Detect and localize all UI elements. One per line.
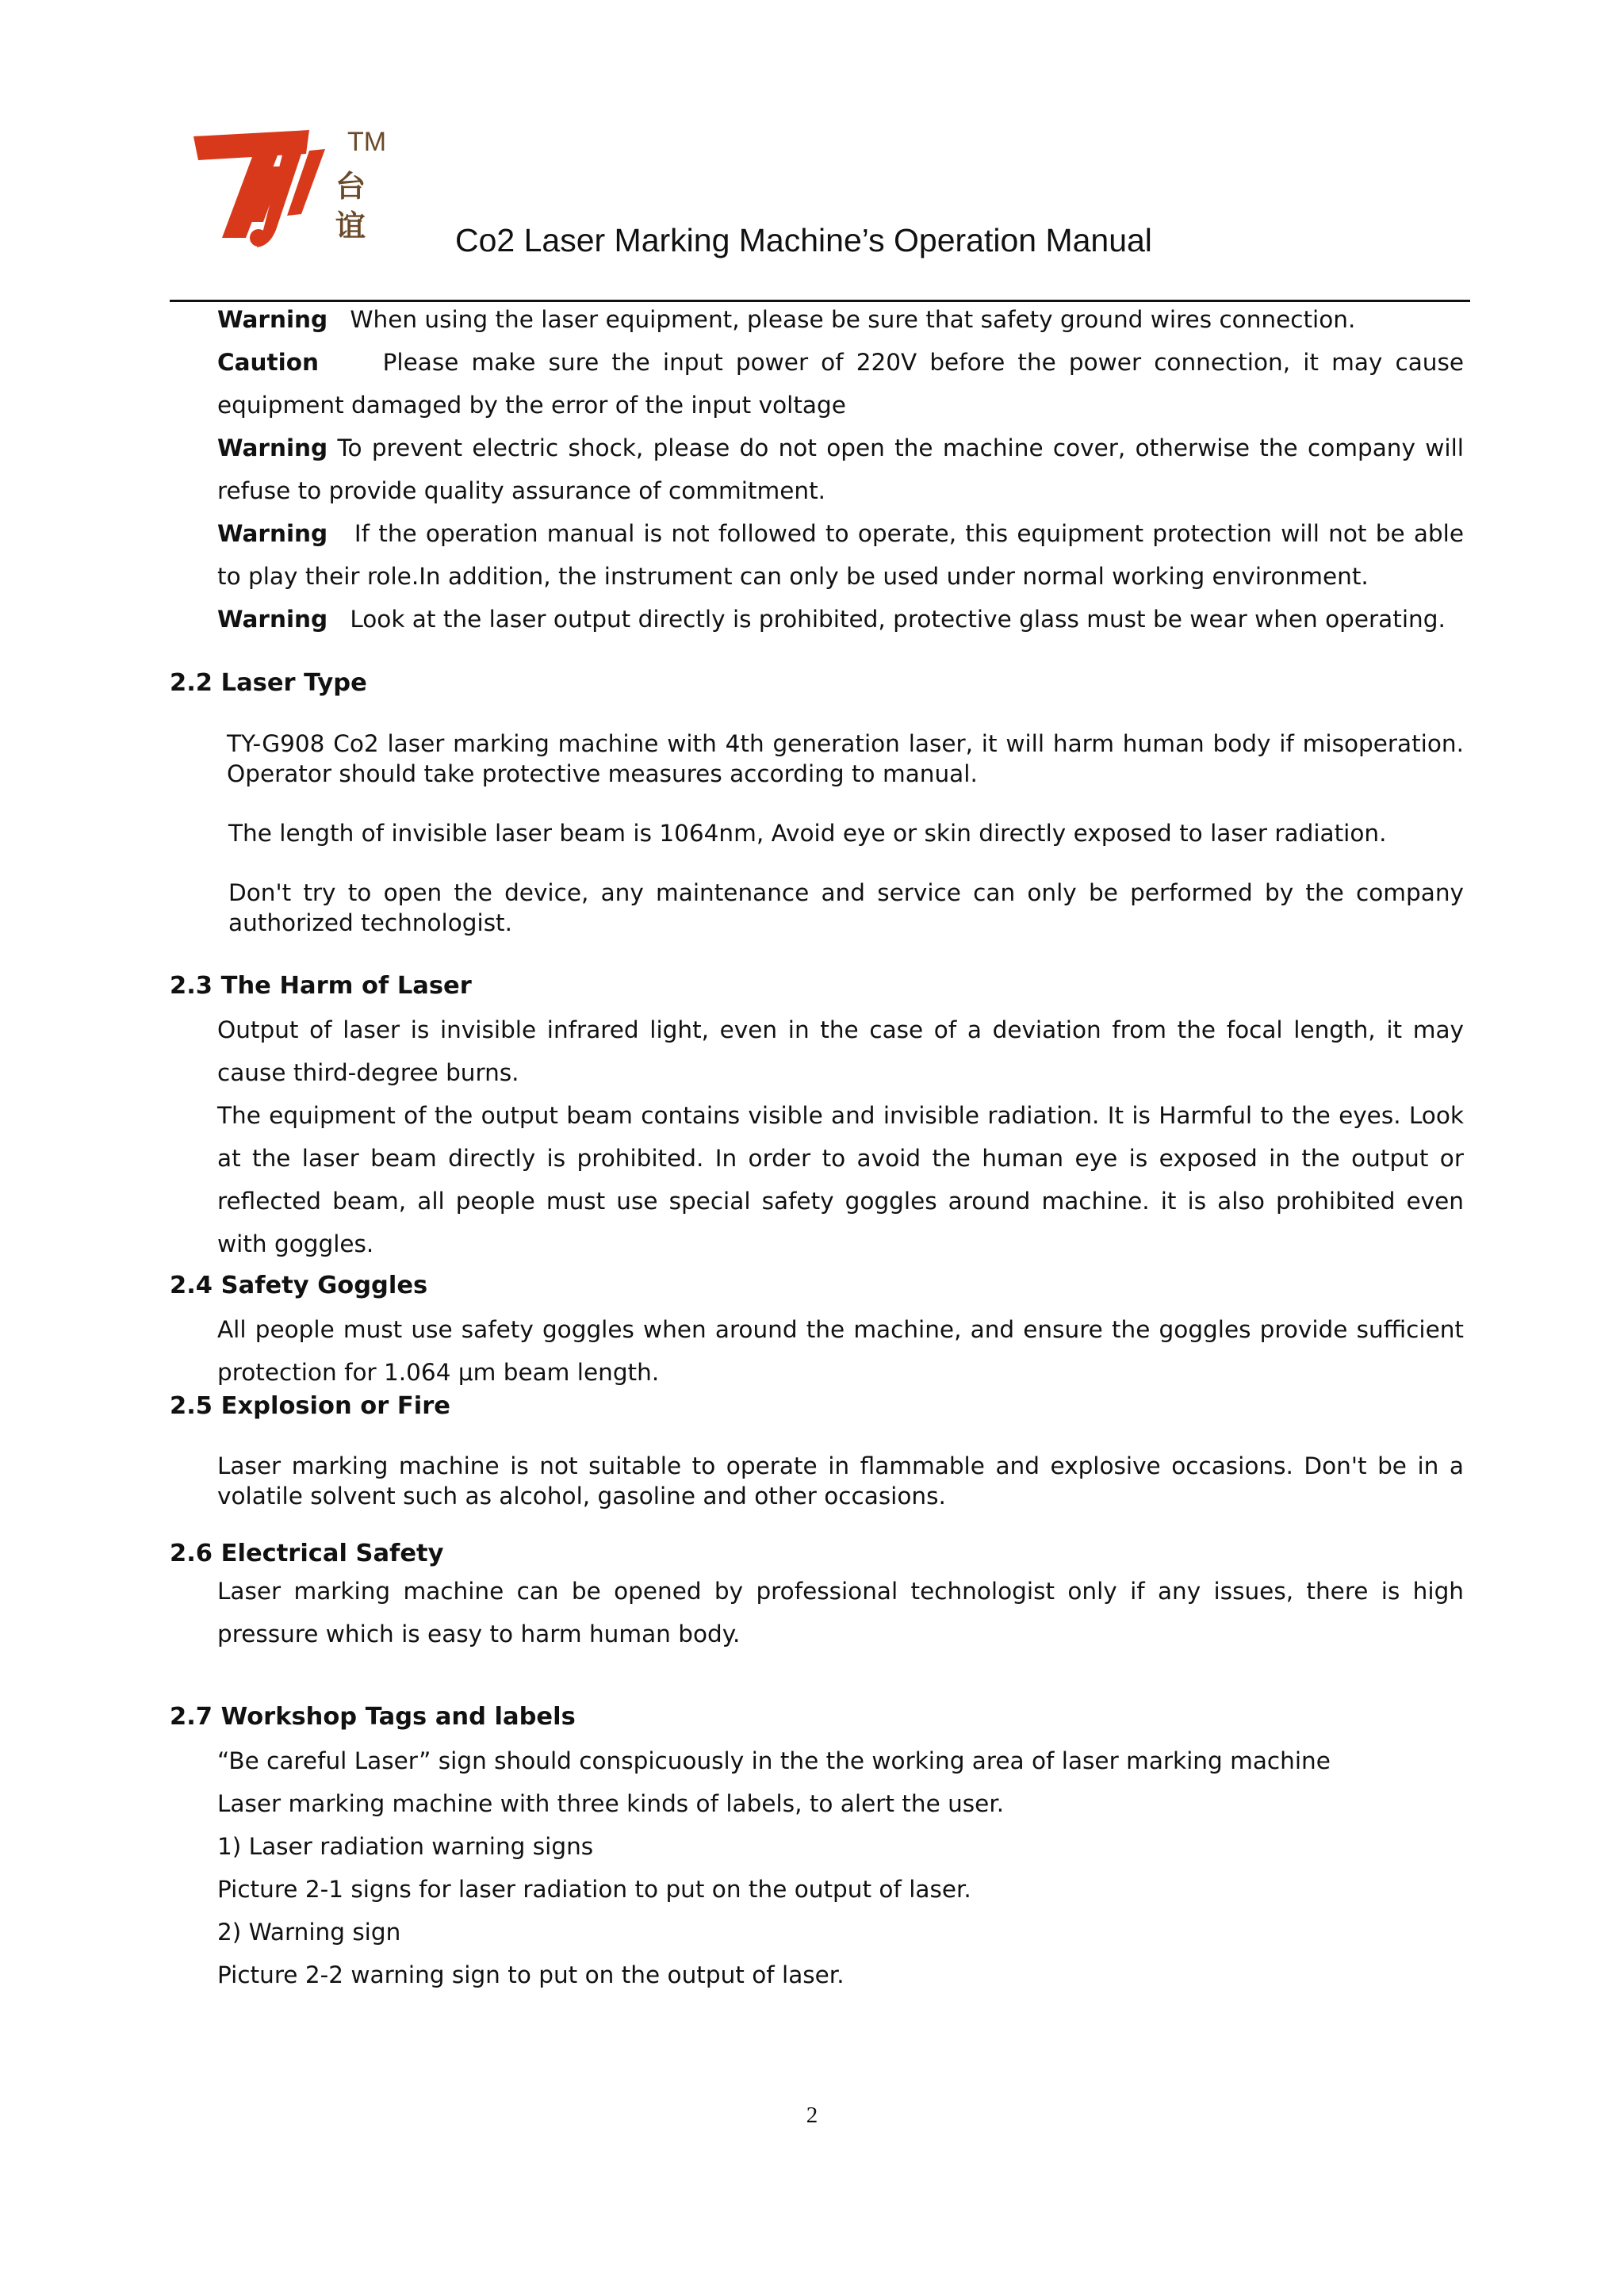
section-heading-tags: 2.7 Workshop Tags and labels (170, 1703, 576, 1731)
note-label: Warning (217, 520, 328, 547)
note-label: Warning (217, 606, 328, 633)
paragraph: Laser marking machine is not suitable to operate in flammable and explosive occasions. Don't be in a volatile solvent such as alcohol, gasoline and other occasions. (217, 1452, 1464, 1510)
trademark-mark: TM (347, 127, 387, 157)
paragraph: All people must use safety goggles when around the machine, and ensure the goggles provide sufficient protection for 1.064 μm beam length. (217, 1316, 1464, 1386)
list-line: 2) Warning sign (217, 1919, 401, 1946)
paragraph: Don't try to open the device, any maintenance and service can only be performed by the company authorized technologist. (228, 879, 1464, 936)
paragraph: TY-G908 Co2 laser marking machine with 4th generation laser, it will harm human body if misoperation. Operator should take protective measures according to manual. (227, 730, 1464, 787)
document-title: Co2 Laser Marking Machine’s Operation Manual (455, 222, 1152, 258)
safety-note (217, 427, 1464, 512)
section-heading-explosion: 2.5 Explosion or Fire (170, 1392, 450, 1420)
paragraph: Laser marking machine can be opened by professional technologist only if any issues, there is high pressure which is easy to harm human body. (217, 1578, 1464, 1647)
safety-note (217, 341, 1464, 427)
note-label: Caution (217, 349, 320, 376)
paragraph: The length of invisible laser beam is 1064nm, Avoid eye or skin directly exposed to laser radiation. (228, 820, 1387, 847)
section-heading-goggles: 2.4 Safety Goggles (170, 1272, 428, 1299)
list-line: “Be careful Laser” sign should conspicuously in the the working area of laser marking machine (217, 1747, 1331, 1774)
list-line: Picture 2-1 signs for laser radiation to put on the output of laser. (217, 1876, 971, 1903)
note-text: Please make sure the input power of 220V before the power connection, it may cause equipment damaged by the error of the input voltage (217, 349, 1464, 419)
note-label: Warning (217, 434, 328, 461)
list-line: 1) Laser radiation warning signs (217, 1833, 594, 1860)
section-heading-harm: 2.3 The Harm of Laser (170, 972, 472, 1000)
note-text: If the operation manual is not followed to operate, this equipment protection will not be able to play their role.In addition, the instrument can only be used under normal working environment. (217, 520, 1464, 590)
safety-note (217, 598, 1464, 641)
company-logo (190, 119, 404, 254)
section-heading-laser-type: 2.2 Laser Type (170, 669, 367, 697)
paragraph: The equipment of the output beam contains visible and invisible radiation. It is Harmful to the eyes. Look at the laser beam directly is prohibited. In order to avoid the human eye is exposed in the output or reflected beam, all people must use special safety goggles around machine. it is also prohibited even with goggles. (217, 1102, 1464, 1257)
paragraph: Output of laser is invisible infrared light, even in the case of a deviation from the focal length, it may cause third-degree burns. (217, 1016, 1464, 1086)
page-number: 2 (806, 2103, 818, 2128)
note-label: Warning (217, 306, 328, 333)
logo-graphic (190, 119, 404, 254)
list-line: Laser marking machine with three kinds of labels, to alert the user. (217, 1790, 1005, 1817)
logo-char-2: 谊 (335, 209, 366, 243)
safety-note (217, 298, 1464, 341)
note-text: Look at the laser output directly is prohibited, protective glass must be wear when operating. (350, 606, 1446, 633)
note-text: To prevent electric shock, please do not open the machine cover, otherwise the company will refuse to provide quality assurance of commitment. (217, 434, 1464, 504)
note-text: When using the laser equipment, please be sure that safety ground wires connection. (350, 306, 1356, 333)
list-line: Picture 2-2 warning sign to put on the output of laser. (217, 1961, 845, 1988)
section-heading-electrical: 2.6 Electrical Safety (170, 1540, 444, 1567)
safety-note (217, 512, 1464, 598)
logo-char-1: 台 (335, 169, 366, 204)
